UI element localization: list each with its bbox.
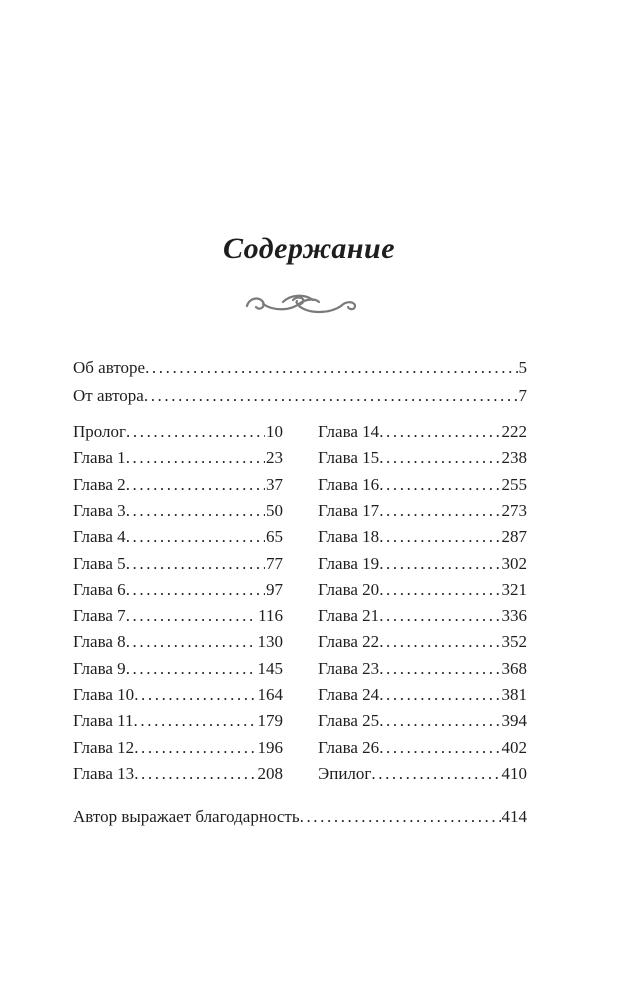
dot-leader [379,579,500,601]
toc-entry [318,447,527,469]
page-title: Содержание [222,232,396,265]
toc-entry-label: Глава 10 [73,685,135,704]
toc-entry [318,605,527,627]
toc-entry [318,658,527,680]
dot-leader [145,357,517,379]
toc-entry [73,474,283,496]
toc-entry-label: Глава 7 [73,606,126,626]
toc-entry-label: Глава 8 [73,632,126,652]
toc-entry-label: Эпилог [318,763,372,783]
toc-entry [73,553,283,575]
toc-entry-page-number: 394 [501,711,527,731]
toc-entry-label: Глава 19 [318,553,380,573]
toc-entry-label: Глава 16 [318,474,380,494]
toc-entry [318,421,527,443]
toc-entry-label: Глава 20 [318,579,380,599]
toc-entry-label: Глава 11 [73,711,134,731]
toc-entry-page-number: 336 [501,606,527,626]
toc-entry-label: Об авторе [73,358,146,377]
toc-entry-label: Глава 23 [318,658,380,678]
dot-leader [379,684,500,706]
toc-entry [73,421,283,443]
toc-entry-label: Глава 9 [73,658,126,678]
toc-entry-page-number: 402 [501,737,527,757]
toc-entry-page-number: 10 [266,422,283,441]
toc-entry-page-number: 116 [258,606,283,626]
toc-entry-page-number: 222 [501,422,527,441]
toc-entry-page-number: 196 [257,737,283,757]
toc-entry [318,474,527,496]
toc-entry-page-number: 37 [266,474,283,494]
dot-leader [134,684,256,706]
dot-leader [134,710,257,732]
toc-entry-label: Глава 17 [318,500,380,520]
toc-entry-label: Глава 12 [73,737,135,757]
toc-entry [318,684,527,706]
toc-entry-page-number: 381 [501,685,527,704]
dot-leader [126,421,265,443]
dot-leader [126,526,265,548]
toc-entry-label: Глава 15 [318,448,380,468]
toc-entry [318,737,527,759]
dot-leader [126,553,265,575]
toc-entry-page-number: 77 [266,553,283,573]
toc-entry [73,605,283,627]
toc-entry-page-number: 302 [501,553,527,573]
dot-leader [126,658,257,680]
toc-entry-label: Глава 24 [318,685,380,704]
dot-leader [134,737,256,759]
dot-leader [126,500,265,522]
toc-entry-label: Глава 22 [318,632,380,652]
toc-entry [73,631,283,653]
toc-entry-label: Глава 14 [318,422,380,441]
toc-entry-page-number: 368 [501,658,527,678]
toc-entry [73,806,527,828]
dot-leader [379,421,500,443]
dot-leader [379,658,500,680]
toc-entry-page-number: 352 [501,632,527,652]
toc-entry [318,631,527,653]
toc-entry-label: Глава 1 [73,448,126,468]
toc-entry-label: От автора [73,386,144,405]
toc-entry [73,710,283,732]
dot-leader [300,806,501,828]
toc-entry-label: Глава 5 [73,553,126,573]
dot-leader [126,605,257,627]
toc-entry-page-number: 414 [501,807,527,826]
toc-entry-page-number: 97 [266,579,283,599]
toc-entry [318,526,527,548]
toc-entry [73,385,527,407]
dot-leader [379,553,500,575]
dot-leader [379,737,500,759]
toc-entry-page-number: 145 [257,658,283,678]
toc-entry-page-number: 179 [257,711,283,731]
dot-leader [379,526,500,548]
dot-leader [379,605,500,627]
swirl-flourish-icon [243,286,359,322]
toc-entry-label: Глава 6 [73,579,126,599]
toc-entry-page-number: 410 [501,763,527,783]
toc-entry-label: Автор выражает благодарность [73,807,300,826]
toc-entry [318,763,527,785]
toc-entry-label: Глава 13 [73,763,135,783]
dot-leader [144,385,518,407]
toc-entry [318,553,527,575]
dot-leader [371,763,500,785]
toc-entry [73,500,283,522]
toc-entry [73,763,283,785]
dot-leader [379,710,500,732]
toc-entry-page-number: 255 [501,474,527,494]
toc-entry-page-number: 130 [257,632,283,652]
dot-leader [126,447,265,469]
toc-entry-label: Глава 25 [318,711,380,731]
toc-entry-page-number: 273 [501,500,527,520]
toc-entry [73,658,283,680]
toc-entry [73,684,283,706]
toc-entry-page-number: 5 [518,358,527,377]
toc-entry-page-number: 50 [266,500,283,520]
toc-entry [318,710,527,732]
dot-leader [126,579,265,601]
toc-entry-label: Глава 3 [73,500,126,520]
dot-leader [379,500,500,522]
toc-entry-page-number: 164 [257,685,283,704]
dot-leader [134,763,256,785]
dot-leader [126,631,257,653]
toc-entry-page-number: 238 [501,448,527,468]
toc-entry-label: Глава 2 [73,474,126,494]
toc-entry-page-number: 7 [518,386,527,405]
toc-entry-label: Пролог [73,422,127,441]
toc-entry-page-number: 23 [266,448,283,468]
toc-entry [318,500,527,522]
dot-leader [126,474,265,496]
toc-entry [73,737,283,759]
toc-entry-page-number: 321 [501,579,527,599]
toc-entry-page-number: 208 [257,763,283,783]
toc-entry [73,357,527,379]
toc-entry-page-number: 287 [501,527,527,547]
toc-entry-label: Глава 21 [318,606,380,626]
dot-leader [379,447,500,469]
toc-entry-label: Глава 4 [73,527,126,547]
toc-entry [73,447,283,469]
toc-entry-label: Глава 18 [318,527,380,547]
toc-entry-label: Глава 26 [318,737,380,757]
toc-entry [73,526,283,548]
toc-entry-page-number: 65 [266,527,283,547]
dot-leader [379,474,500,496]
toc-entry [73,579,283,601]
toc-entry [318,579,527,601]
dot-leader [379,631,500,653]
